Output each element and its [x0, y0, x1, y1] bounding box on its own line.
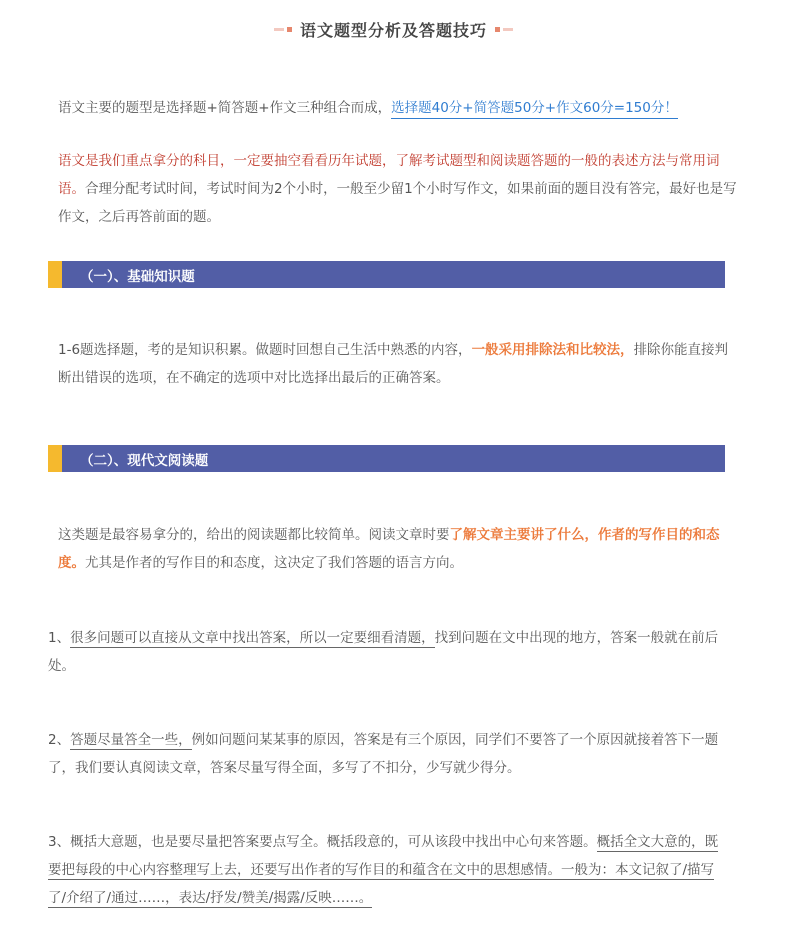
tip-1	[48, 624, 728, 680]
tip-number: 1、	[48, 630, 71, 646]
section-header-reading	[48, 445, 725, 472]
tip-2	[48, 726, 728, 782]
basic-text-1: 1-6题选择题，考的是知识积累。做题时回想自己生活中熟悉的内容，	[58, 342, 472, 358]
tip-3	[48, 828, 728, 912]
tip-underlined: 答题尽量答全一些，	[70, 732, 192, 748]
reading-emphasis: 了解文章主要讲了什么，作者的写作目的和态度。	[58, 527, 720, 571]
section-header-basic	[48, 261, 725, 288]
reading-text-1: 这类题是最容易拿分的，给出的阅读题都比较简单。阅读文章时要	[58, 527, 450, 543]
section-title-basic: （一）、基础知识题	[80, 268, 195, 285]
section-title-reading: （二）、现代文阅读题	[80, 452, 209, 469]
score-breakdown-link[interactable]: 选择题40分+简答题50分+作文60分=150分！	[391, 100, 678, 119]
tip-number: 2、	[48, 732, 71, 748]
intro-text: 语文主要的题型是选择题+简答题+作文三种组合而成，	[58, 100, 392, 116]
section-accent	[48, 445, 62, 472]
strategy-emphasis: 语文是我们重点拿分的科目，一定要抽空看看历年试题，了解考试题型和阅读题答题的一般的表述方法与常用词语。	[58, 153, 720, 197]
tip-text: 例如问题问某某事的原因，答案是有三个原因，同学们不要答了一个原因就接着答下一题了，我们要认真阅读文章，答案尽量写得全面，多写了不扣分，少写就少得分。	[48, 732, 719, 776]
title-row	[0, 18, 787, 42]
tip-number: 3、	[48, 834, 71, 850]
strategy-paragraph	[48, 147, 738, 231]
basic-text-2: 排除你能直接判断出错误的选项，在不确定的选项中对比选择出最后的正确答案。	[58, 342, 729, 386]
tip-text: 找到问题在文中出现的地方，答案一般就在前后处。	[48, 630, 719, 674]
basic-emphasis: 一般采用排除法和比较法，	[471, 342, 634, 358]
reading-text-2: 尤其是作者的写作目的和态度，这决定了我们答题的语言方向。	[85, 555, 463, 571]
section-accent	[48, 261, 62, 288]
title-decoration-left-icon	[274, 27, 292, 32]
reading-paragraph	[48, 521, 738, 577]
basic-paragraph	[48, 336, 738, 392]
page-title: 语文题型分析及答题技巧	[299, 21, 487, 40]
strategy-text: 合理分配考试时间，考试时间为2个小时，一般至少留1个小时写作文，如果前面的题目没有答完，最好也是写作文，之后再答前面的题。	[58, 181, 737, 225]
tip-underlined: 概括全文大意的，既要把每段的中心内容整理写上去，还要写出作者的写作目的和蕴含在文中的思想感情。一般为：本文记叙了/描写了/介绍了/通过……，表达/抒发/赞美/揭露/反映……。	[48, 834, 719, 906]
tip-underlined: 很多问题可以直接从文章中找出答案，所以一定要细看清题，	[70, 630, 435, 646]
intro-paragraph	[48, 94, 738, 122]
tip-text: 概括大意题，也是要尽量把答案要点写全。概括段意的，可从该段中找出中心句来答题。	[70, 834, 597, 850]
title-decoration-right-icon	[495, 27, 513, 32]
